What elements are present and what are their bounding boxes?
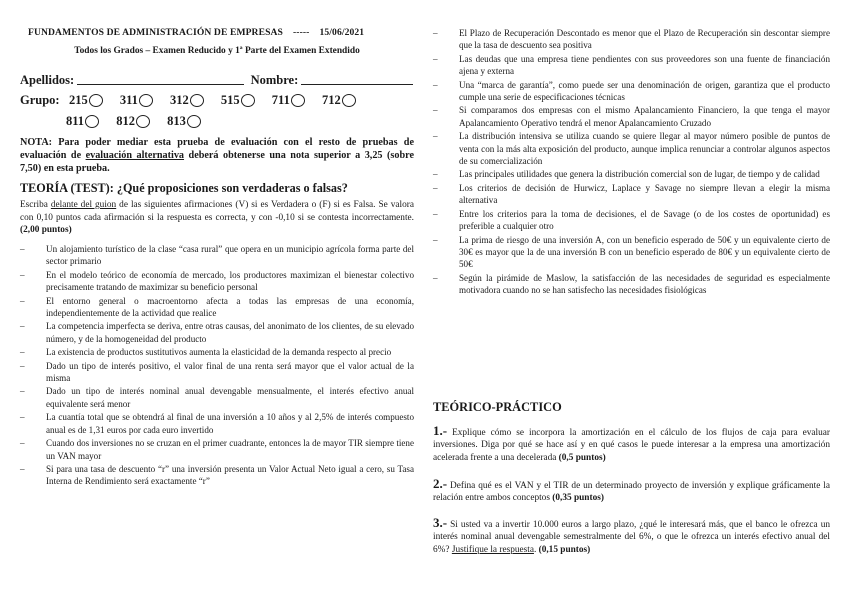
statement-item[interactable]	[20, 346, 414, 358]
statement-text: Según la pirámide de Maslow, la satisfacción de las necesidades de seguridad es especialmente motivadora cuando no se han satisfecho las necesidades fisiológicas	[459, 272, 830, 296]
statement-item[interactable]	[20, 437, 414, 462]
instructions-underlined: delante del guion	[50, 200, 117, 210]
statement-text: Entre los criterios para la toma de decisiones, el de Savage (o de los costes de oportunidad) es preferible a cualquier otro	[459, 208, 830, 232]
group-checkbox[interactable]	[85, 115, 99, 128]
question-number: 1.-	[433, 423, 448, 438]
group-checkbox[interactable]	[136, 115, 150, 128]
statement-item[interactable]	[20, 463, 414, 488]
answer-dash[interactable]: –	[20, 244, 25, 254]
question-underlined: Justifique la respuesta	[451, 544, 534, 555]
statement-item[interactable]	[20, 411, 414, 436]
group-code: 712	[321, 93, 341, 107]
statement-text: Dado un tipo de interés positivo, el valor final de una renta será mayor que el valor actual de la misma	[46, 360, 414, 384]
theory-instructions	[20, 199, 414, 237]
group-checkbox[interactable]	[291, 94, 305, 107]
answer-dash[interactable]: –	[20, 463, 25, 474]
answer-dash[interactable]: –	[433, 131, 438, 142]
group-code: 515	[220, 93, 240, 107]
group-code: 312	[170, 93, 189, 107]
answer-dash[interactable]: –	[433, 182, 438, 193]
nota-underlined: evaluación alternativa	[85, 149, 185, 161]
nota-text: NOTA: Para poder mediar esta prueba de evaluación con el resto de pruebas de evaluación de	[20, 137, 414, 161]
statement-text: Las deudas que una empresa tiene pendientes con sus proveedores son una fuente de financiación ajena y externa	[459, 53, 830, 77]
question-3	[433, 517, 830, 556]
instructions-points: (2,00 puntos)	[20, 225, 72, 236]
exam-header	[28, 27, 364, 38]
statement-item[interactable]	[433, 79, 830, 104]
statement-text: La prima de riesgo de una inversión A, con un beneficio esperado de 50€ y un equivalente cierto de 30€ es mayor que la de una inversión B con un beneficio esperado de 80€ y un equivalente cierto de 50€	[459, 234, 830, 270]
student-name-row	[20, 73, 413, 88]
question-text: Explique cómo se incorpora la amortización en el cálculo de los flujos de caja para evaluar inversiones. Diga por qué se hace así y en qué casos le puede interesar a la empresa una amortización acelerada frente a una decelerada	[433, 428, 830, 463]
group-checkbox[interactable]	[89, 94, 103, 107]
surname-field[interactable]	[77, 84, 244, 85]
statement-text: Si para una tasa de descuento “r” una inversión presenta un Valor Actual Neto igual a cero, su Tasa Interna de Rendimiento será exactamente “r”	[46, 463, 414, 487]
answer-dash[interactable]: –	[20, 360, 25, 371]
statement-list-right	[433, 27, 830, 297]
group-label: Grupo:	[20, 93, 60, 107]
instructions-text: Escriba	[20, 200, 51, 210]
statement-item[interactable]	[433, 182, 830, 207]
statement-text: La competencia imperfecta se deriva, entre otras causas, del anonimato de los clientes, de su elevado número, y de la homogeneidad del producto	[46, 321, 414, 344]
statement-text: El Plazo de Recuperación Descontado es menor que el Plazo de Recuperación sin descontar siempre que la tasa de descuento sea positiva	[459, 28, 830, 51]
nota-text-end: deberá obtenerse una nota superior a 3,25 (sobre 7,50) en esta prueba.	[20, 149, 414, 174]
exam-date: 15/06/2021	[319, 27, 365, 38]
group-code: 812	[116, 114, 135, 128]
group-code: 813	[167, 114, 186, 128]
answer-dash[interactable]: –	[20, 386, 25, 397]
question-number: 3.-	[433, 515, 448, 530]
answer-dash[interactable]: –	[20, 269, 25, 280]
statement-text: Si comparamos dos empresas con el mismo Apalancamiento Financiero, la que tenga el mayor Apalancamiento Operativo tendrá el menor Apalancamiento Cruzado	[459, 105, 830, 128]
statement-item[interactable]	[433, 208, 830, 233]
statement-item[interactable]	[20, 320, 414, 345]
group-row-2	[66, 114, 215, 129]
answer-dash[interactable]: –	[20, 347, 25, 358]
statement-text: La existencia de productos sustitutivos aumenta la elasticidad de la demanda respecto al precio	[46, 347, 392, 358]
theory-title: TEORÍA (TEST): ¿Qué proposiciones son verdaderas o falsas?	[20, 181, 348, 195]
statement-text: Las principales utilidades que genera la distribución comercial son de lugar, de tiempo y de calidad	[459, 169, 820, 180]
statement-text: La distribución intensiva se utiliza cuando se quiere llegar al mayor número posible de puntos de venta con la más alta exposición del producto, aunque implica renunciar a controlar algunos aspectos de su comercialización	[459, 131, 830, 167]
header-separator: -----	[293, 27, 310, 38]
group-checkbox[interactable]	[342, 94, 356, 107]
statement-item[interactable]	[20, 295, 414, 320]
answer-dash[interactable]: –	[433, 53, 438, 64]
statement-item[interactable]	[433, 27, 830, 52]
name-field[interactable]	[301, 84, 413, 85]
statement-text: En el modelo teórico de economía de mercado, los productores maximizan el bienestar colectivo precisamente tratando de maximizar su beneficio personal	[46, 269, 414, 293]
answer-dash[interactable]: –	[433, 208, 438, 219]
instructions-text-end: de las siguientes afirmaciones (V) si es Verdadera o (F) si es Falsa. Se valora con 0,10 puntos cada afirmación si la respuesta es correcta, y con -0,10 si se contesta incorrectamente.	[20, 200, 414, 223]
practice-title: TEÓRICO-PRÁCTICO	[433, 400, 562, 414]
answer-dash[interactable]: –	[433, 234, 438, 245]
group-code: 811	[66, 114, 85, 128]
statement-item[interactable]	[433, 53, 830, 78]
statement-list-left	[20, 243, 414, 488]
statement-item[interactable]	[20, 243, 414, 268]
question-text-end: .	[533, 544, 539, 555]
answer-dash[interactable]: –	[20, 295, 25, 306]
answer-dash[interactable]: –	[433, 79, 438, 90]
statement-text: Los criterios de decisión de Hurwicz, Laplace y Savage no siempre llevan a elegir la misma alternativa	[459, 182, 830, 206]
nota-paragraph	[20, 137, 414, 175]
statement-text: El entorno general o macroentorno afecta a todas las empresas de una economía, independientemente de la actividad que realice	[46, 295, 414, 319]
question-2	[433, 478, 830, 505]
question-points: (0,35 puntos)	[552, 493, 604, 504]
question-1	[433, 425, 830, 464]
statement-item[interactable]	[433, 234, 830, 271]
answer-dash[interactable]: –	[20, 321, 25, 332]
group-checkbox[interactable]	[190, 94, 204, 107]
question-number: 2.-	[433, 476, 448, 491]
statement-item[interactable]	[433, 130, 830, 167]
statement-item[interactable]	[20, 385, 414, 410]
exam-subtitle: Todos los Grados – Examen Reducido y 1ª Parte del Examen Extendido	[74, 46, 360, 56]
group-code: 311	[119, 93, 138, 107]
group-code: 711	[271, 93, 290, 107]
statement-text: Dado un tipo de interés nominal anual devengable mensualmente, el interés efectivo anual equivalente será menor	[46, 386, 414, 409]
statement-text: Un alojamiento turístico de la clase “casa rural” que opera en un municipio agrícola forma parte del sector primario	[46, 244, 414, 267]
question-points: (0,15 puntos)	[538, 544, 591, 555]
group-row-1	[20, 93, 370, 108]
group-checkbox[interactable]	[139, 94, 153, 107]
answer-dash[interactable]: –	[433, 272, 438, 283]
question-text: Defina qué es el VAN y el TIR de un determinado proyecto de inversión y explique gráficamente la relación entre ambos conceptos	[433, 481, 830, 504]
answer-dash[interactable]: –	[20, 438, 25, 449]
answer-dash[interactable]: –	[433, 105, 438, 116]
name-label: Nombre:	[250, 73, 299, 87]
group-checkbox[interactable]	[241, 94, 255, 107]
statement-item[interactable]	[433, 168, 830, 180]
surname-label: Apellidos:	[20, 73, 75, 87]
exam-title: FUNDAMENTOS DE ADMINISTRACIÓN DE EMPRESAS	[28, 27, 283, 38]
statement-text: Una “marca de garantía”, como puede ser una denominación de origen, garantiza que el producto cumple una serie de especificaciones técnicas	[459, 79, 830, 103]
statement-item[interactable]	[433, 272, 830, 297]
statement-item[interactable]	[20, 269, 414, 294]
answer-dash[interactable]: –	[433, 169, 438, 180]
statement-item[interactable]	[433, 104, 830, 129]
question-text: Si usted va a invertir 10.000 euros a largo plazo, ¿qué le interesará más, que el banco le ofrezca un interés nominal anual devengable semestralmente del 6%, o que le ofrezca un interés efectivo anual del 6%?	[433, 520, 830, 555]
group-checkbox[interactable]	[187, 115, 201, 128]
group-code: 215	[68, 93, 88, 107]
statement-text: La cuantía total que se obtendrá al final de una inversión a 10 años y al 2,5% de interés compuesto anual es de 1,31 euros por cada euro invertido	[46, 412, 414, 435]
answer-dash[interactable]: –	[433, 28, 438, 38]
statement-item[interactable]	[20, 360, 414, 385]
question-points: (0,5 puntos)	[558, 452, 606, 463]
answer-dash[interactable]: –	[20, 412, 25, 423]
statement-text: Cuando dos inversiones no se cruzan en el primer cuadrante, entonces la de mayor TIR siempre tiene un VAN mayor	[46, 438, 414, 461]
